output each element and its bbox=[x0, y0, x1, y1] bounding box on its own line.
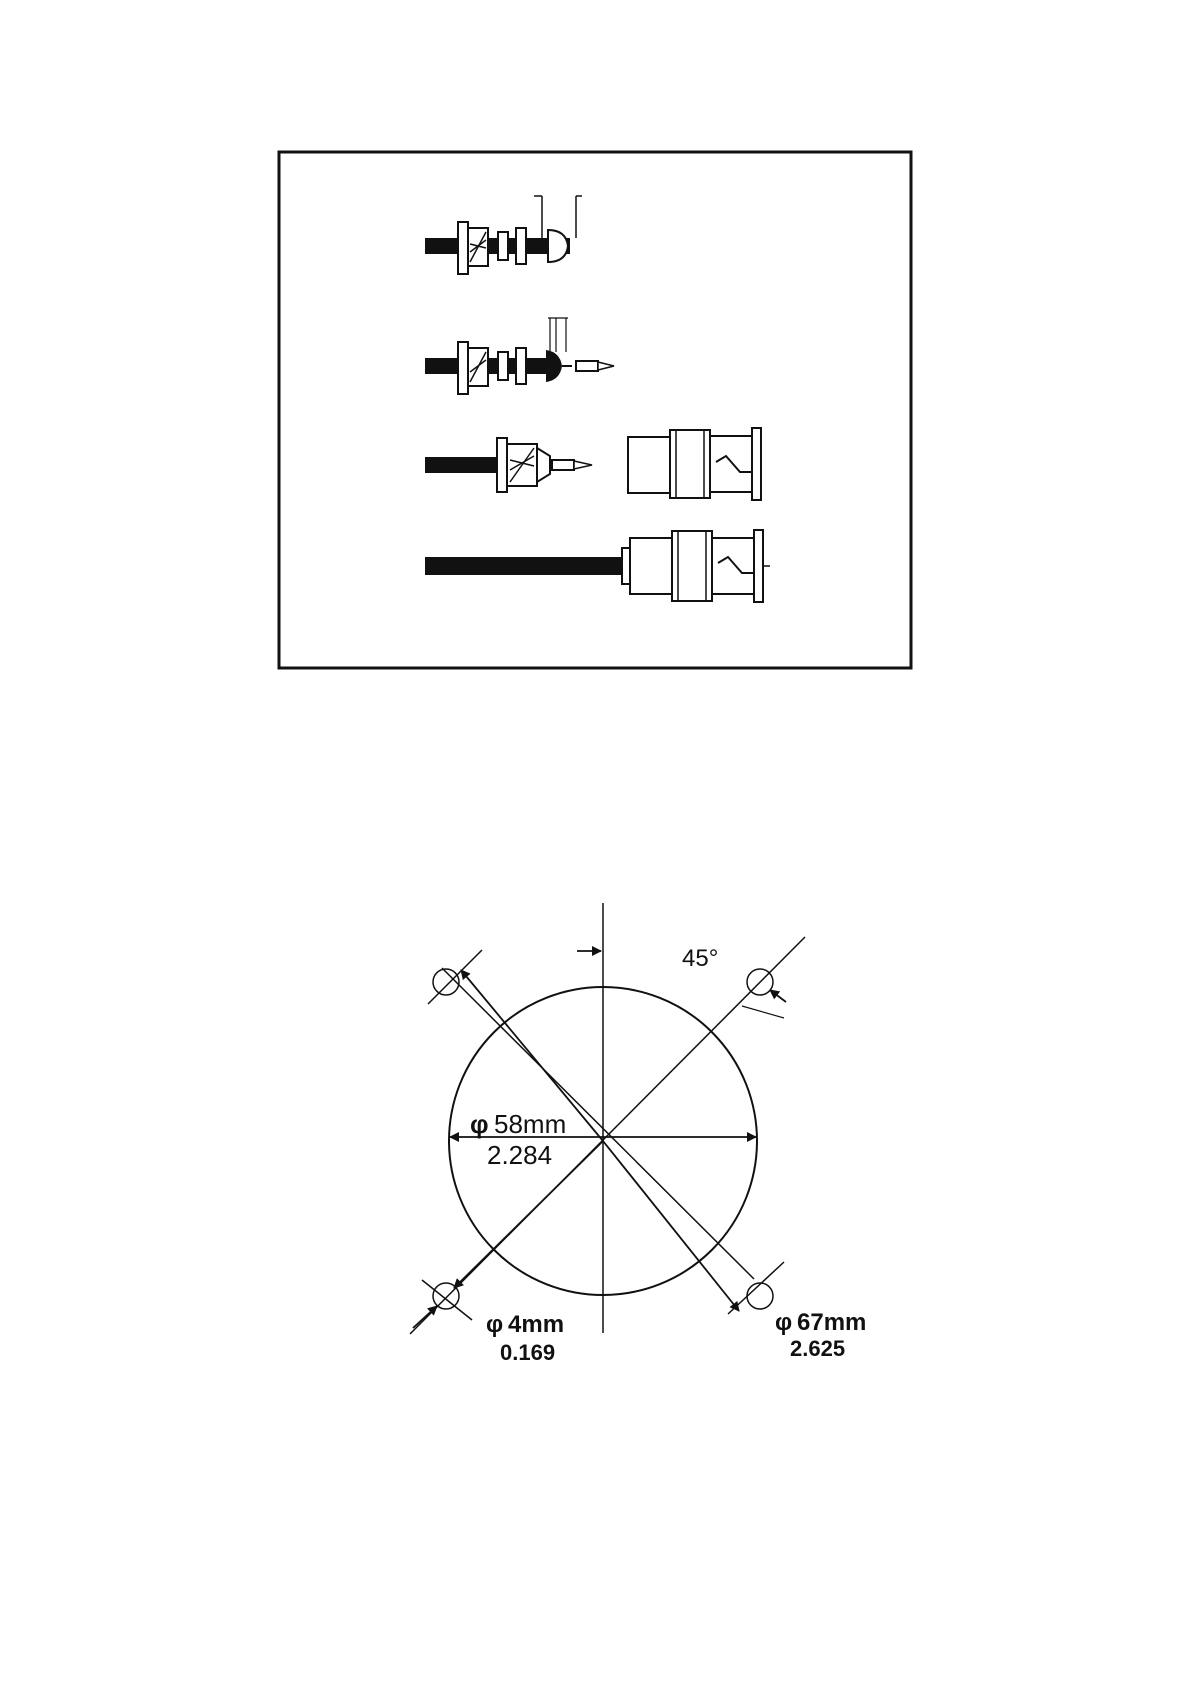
svg-text:0.169: 0.169 bbox=[500, 1340, 556, 1365]
svg-text:φ: φ bbox=[486, 1311, 504, 1338]
svg-text:67mm: 67mm bbox=[797, 1309, 867, 1336]
hole-size-arrow bbox=[413, 1306, 437, 1328]
svg-text:4mm: 4mm bbox=[508, 1311, 565, 1338]
hole-size-arrow-top bbox=[770, 990, 786, 1002]
svg-text:58mm: 58mm bbox=[494, 1109, 567, 1139]
body-diameter-label bbox=[470, 1109, 566, 1170]
mounting-hole-bottom-right bbox=[747, 1283, 773, 1309]
angle-label: 45° bbox=[682, 945, 719, 972]
bolt-circle-arrow-lower bbox=[603, 1141, 739, 1311]
diagonal-centerline-down bbox=[442, 968, 754, 1279]
svg-text:φ: φ bbox=[470, 1109, 489, 1139]
bolt-circle-diameter-label bbox=[775, 1309, 866, 1361]
hole-diameter-label bbox=[486, 1311, 564, 1365]
svg-text:φ: φ bbox=[775, 1309, 793, 1336]
svg-text:2.625: 2.625 bbox=[790, 1336, 846, 1361]
svg-text:2.284: 2.284 bbox=[487, 1140, 553, 1170]
